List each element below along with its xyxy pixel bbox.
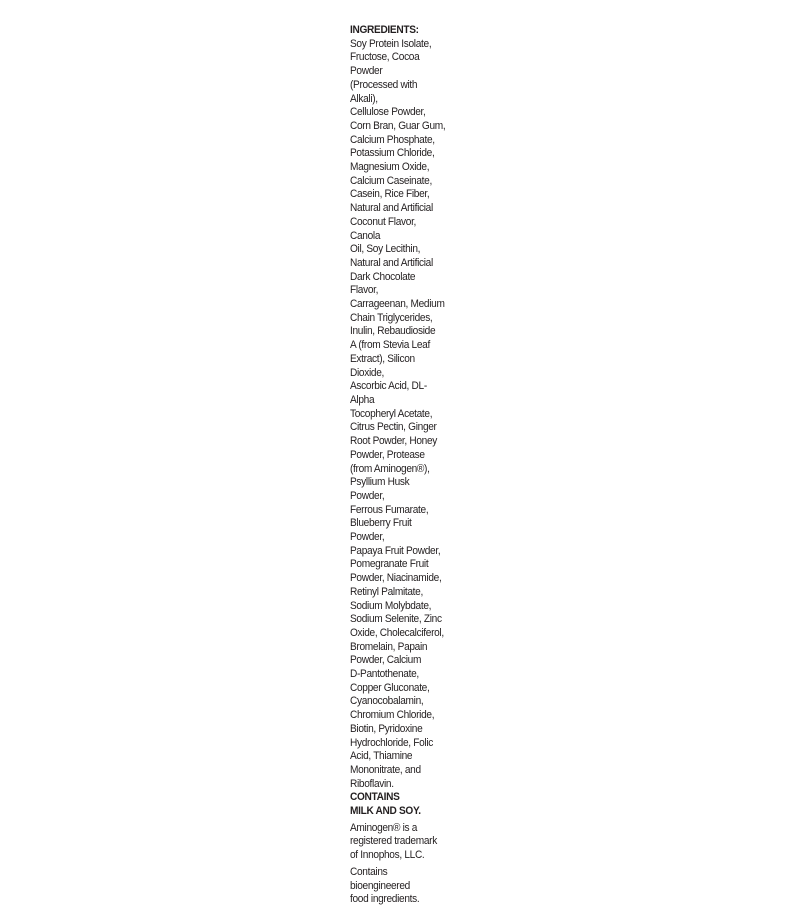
trademark-note: Aminogen® is a registered trademark of Innophos, LLC. [350, 821, 437, 862]
ingredients-list [350, 38, 446, 819]
allergen-statement: CONTAINS MILK AND SOY. [350, 791, 421, 818]
ingredients-body: Soy Protein Isolate, Fructose, Cocoa Powder (Processed with Alkali), Cellulose Powder, Corn Bran, Guar Gum, Calcium Phosphate, Potassium Chloride, Magnesium Oxide, Calcium Caseinate, Casein, Rice Fiber, Natural and Artificial Coconut Flavor, Canola Oil, Soy Lecithin, Natural and Artificial Dark Chocolate Flavor, Carrageenan, Medium Chain Triglycerides, Inulin, Rebaudioside A (from Stevia Leaf Extract), Silicon Dioxide, Ascorbic Acid, DL-Alpha Tocopheryl Acetate, Citrus Pectin, Ginger Root Powder, Honey Powder, Protease (from Aminogen®), Psyllium Husk Powder, Ferrous Fumarate, Blueberry Fruit Powder, Papaya Fruit Powder, Pomegranate Fruit Powder, Niacinamide, Retinyl Palmitate, Sodium Molybdate, Sodium Selenite, Zinc Oxide, Cholecalciferol, Bromelain, Papain Powder, Calcium D-Pantothenate, Copper Gluconate, Cyanocobalamin, Chromium Chloride, Biotin, Pyridoxine Hydrochloride, Folic Acid, Thiamine Mononitrate, and Riboflavin. [350, 37, 446, 790]
bioengineered-note: Contains bioengineered food ingredients. [350, 865, 420, 906]
ingredients-heading: INGREDIENTS: [350, 24, 419, 36]
ingredients-panel [350, 24, 446, 907]
